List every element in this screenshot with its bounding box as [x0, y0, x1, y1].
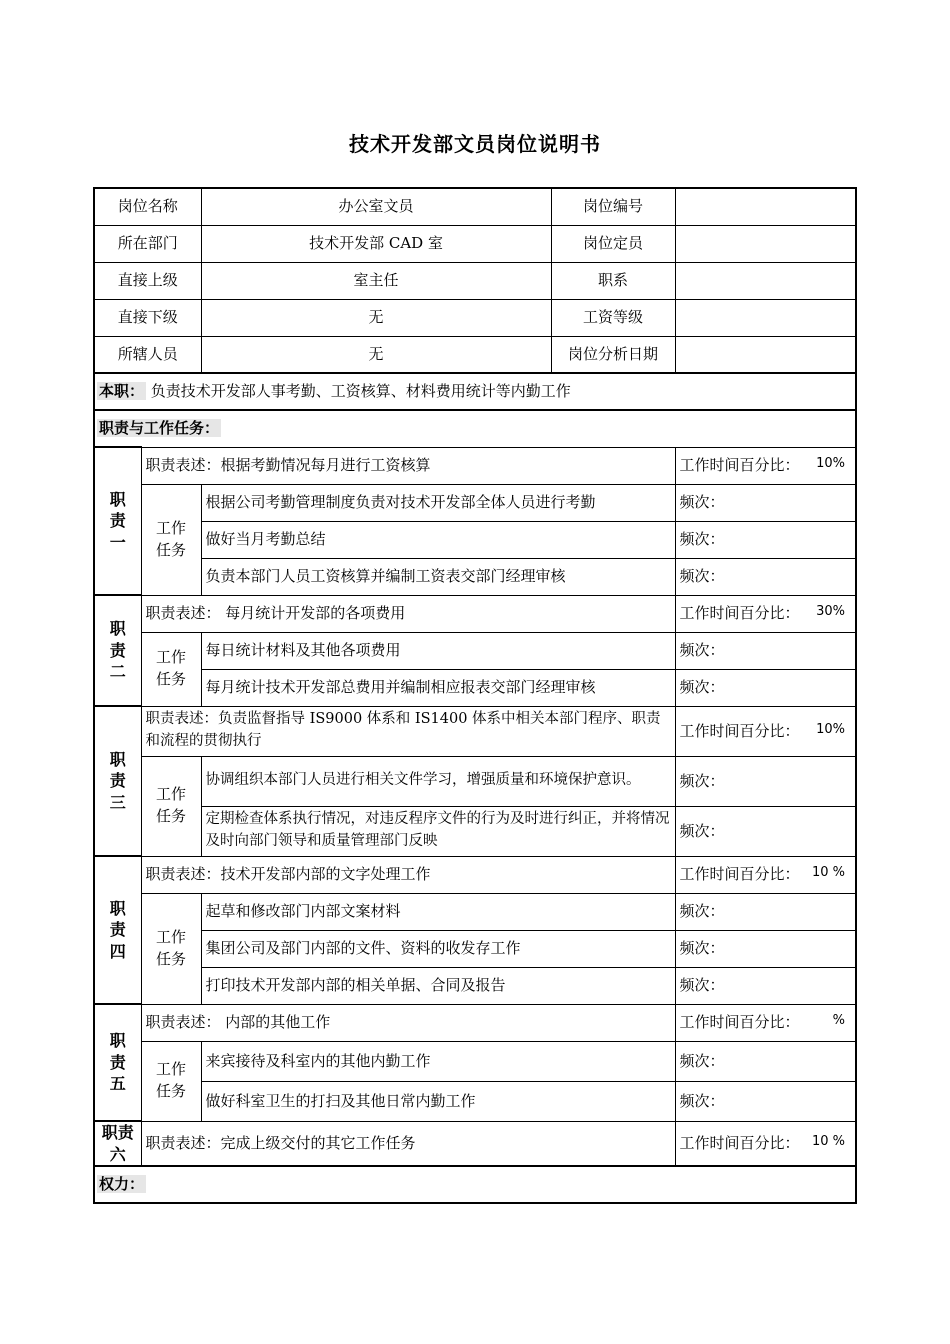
- series-label: 职系: [551, 262, 675, 299]
- freq-cell: 频次：: [675, 484, 856, 521]
- series-value: [675, 262, 856, 299]
- post-name-label: 岗位名称: [94, 188, 201, 225]
- task-text: 做好科室卫生的打扫及其他日常内勤工作: [201, 1081, 675, 1121]
- duty-desc: 职责表述：完成上级交付的其它工作任务: [141, 1121, 675, 1166]
- governed-value: 无: [201, 336, 551, 373]
- duty-3-label: 职 责 三: [94, 706, 141, 856]
- duty-row: [94, 856, 856, 893]
- duty-desc: 职责表述： 每月统计开发部的各项费用: [141, 595, 675, 632]
- main-duty-label: 本职：: [99, 382, 145, 400]
- subordinate-label: 直接下级: [94, 299, 201, 336]
- task-text: 打印技术开发部内部的相关单据、合同及报告: [201, 967, 675, 1004]
- duty-desc: 职责表述：负责监督指导 IS9000 体系和 IS1400 体系中相关本部门程序、职责和流程的贯彻执行: [141, 706, 675, 756]
- task-label: 工作 任务: [141, 756, 201, 856]
- task-row: [94, 669, 856, 706]
- freq-cell: 频次：: [675, 1041, 856, 1081]
- page-title: 技术开发部文员岗位说明书: [349, 132, 601, 156]
- quota-label: 岗位定员: [551, 225, 675, 262]
- task-label: 工作 任务: [141, 893, 201, 1004]
- superior-value: 室主任: [201, 262, 551, 299]
- task-row: [94, 1081, 856, 1121]
- duty-2-label: 职 责 二: [94, 595, 141, 706]
- grade-value: [675, 299, 856, 336]
- post-name-value: 办公室文员: [201, 188, 551, 225]
- task-row: [94, 967, 856, 1004]
- task-text: 每日统计材料及其他各项费用: [201, 632, 675, 669]
- freq-cell: 频次：: [675, 558, 856, 595]
- grade-label: 工资等级: [551, 299, 675, 336]
- duty-6-label: 职责 六: [94, 1121, 141, 1166]
- duty-pct: 工作时间百分比： 10%: [675, 447, 856, 484]
- task-text: 负责本部门人员工资核算并编制工资表交部门经理审核: [201, 558, 675, 595]
- task-label: 工作 任务: [141, 632, 201, 706]
- power-label: 权力：: [99, 1175, 145, 1194]
- duty-desc: 职责表述：根据考勤情况每月进行工资核算: [141, 447, 675, 484]
- duty-pct: 工作时间百分比： 10%: [675, 706, 856, 756]
- duty-pct: 工作时间百分比： 10 %: [675, 1121, 856, 1166]
- duty-pct: 工作时间百分比： 30%: [675, 595, 856, 632]
- duty-5-label: 职 责 五: [94, 1004, 141, 1121]
- task-text: 来宾接待及科室内的其他内勤工作: [201, 1041, 675, 1081]
- dept-label: 所在部门: [94, 225, 201, 262]
- duty-row: [94, 706, 856, 756]
- freq-cell: 频次：: [675, 806, 856, 856]
- freq-cell: 频次：: [675, 893, 856, 930]
- task-row: [94, 521, 856, 558]
- task-text: 根据公司考勤管理制度负责对技术开发部全体人员进行考勤: [201, 484, 675, 521]
- info-row: [94, 262, 856, 299]
- task-text: 集团公司及部门内部的文件、资料的收发存工作: [201, 930, 675, 967]
- task-row: [94, 632, 856, 669]
- info-row: [94, 225, 856, 262]
- duty-row: [94, 1004, 856, 1041]
- duties-header-row: [94, 410, 856, 447]
- duty-pct: 工作时间百分比： %: [675, 1004, 856, 1041]
- dept-value: 技术开发部 CAD 室: [201, 225, 551, 262]
- freq-cell: 频次：: [675, 521, 856, 558]
- duty-row: [94, 1121, 856, 1166]
- analysis-date-value: [675, 336, 856, 373]
- freq-cell: 频次：: [675, 669, 856, 706]
- task-row: [94, 756, 856, 806]
- task-row: [94, 930, 856, 967]
- task-text: 起草和修改部门内部文案材料: [201, 893, 675, 930]
- task-row: [94, 558, 856, 595]
- freq-cell: 频次：: [675, 930, 856, 967]
- info-row: [94, 336, 856, 373]
- duty-row: [94, 447, 856, 484]
- task-label: 工作 任务: [141, 1041, 201, 1121]
- duty-4-label: 职 责 四: [94, 856, 141, 1004]
- superior-label: 直接上级: [94, 262, 201, 299]
- freq-cell: 频次：: [675, 967, 856, 1004]
- task-label: 工作 任务: [141, 484, 201, 595]
- info-row: [94, 299, 856, 336]
- task-text: 做好当月考勤总结: [201, 521, 675, 558]
- duty-row: [94, 595, 856, 632]
- duties-header: 职责与工作任务：: [99, 419, 220, 437]
- task-text: 协调组织本部门人员进行相关文件学习，增强质量和环境保护意识。: [201, 756, 675, 806]
- task-text: 定期检查体系执行情况，对违反程序文件的行为及时进行纠正，并将情况及时向部门领导和质量管理部门反映: [201, 806, 675, 856]
- main-duty-row: [94, 373, 856, 410]
- main-duty-text: 负责技术开发部人事考勤、工资核算、材料费用统计等内勤工作: [150, 382, 571, 400]
- task-row: [94, 806, 856, 856]
- duty-desc: 职责表述： 内部的其他工作: [141, 1004, 675, 1041]
- info-row: [94, 188, 856, 225]
- task-text: 每月统计技术开发部总费用并编制相应报表交部门经理审核: [201, 669, 675, 706]
- duty-1-label: 职 责 一: [94, 447, 141, 595]
- freq-cell: 频次：: [675, 1081, 856, 1121]
- task-row: [94, 893, 856, 930]
- duty-pct: 工作时间百分比： 10 %: [675, 856, 856, 893]
- analysis-date-label: 岗位分析日期: [551, 336, 675, 373]
- task-row: [94, 1041, 856, 1081]
- job-description-table: [93, 187, 857, 1204]
- power-row: [94, 1166, 856, 1203]
- freq-cell: 频次：: [675, 756, 856, 806]
- governed-label: 所辖人员: [94, 336, 201, 373]
- post-no-label: 岗位编号: [551, 188, 675, 225]
- task-row: [94, 484, 856, 521]
- freq-cell: 频次：: [675, 632, 856, 669]
- subordinate-value: 无: [201, 299, 551, 336]
- duty-desc: 职责表述：技术开发部内部的文字处理工作: [141, 856, 675, 893]
- quota-value: [675, 225, 856, 262]
- post-no-value: [675, 188, 856, 225]
